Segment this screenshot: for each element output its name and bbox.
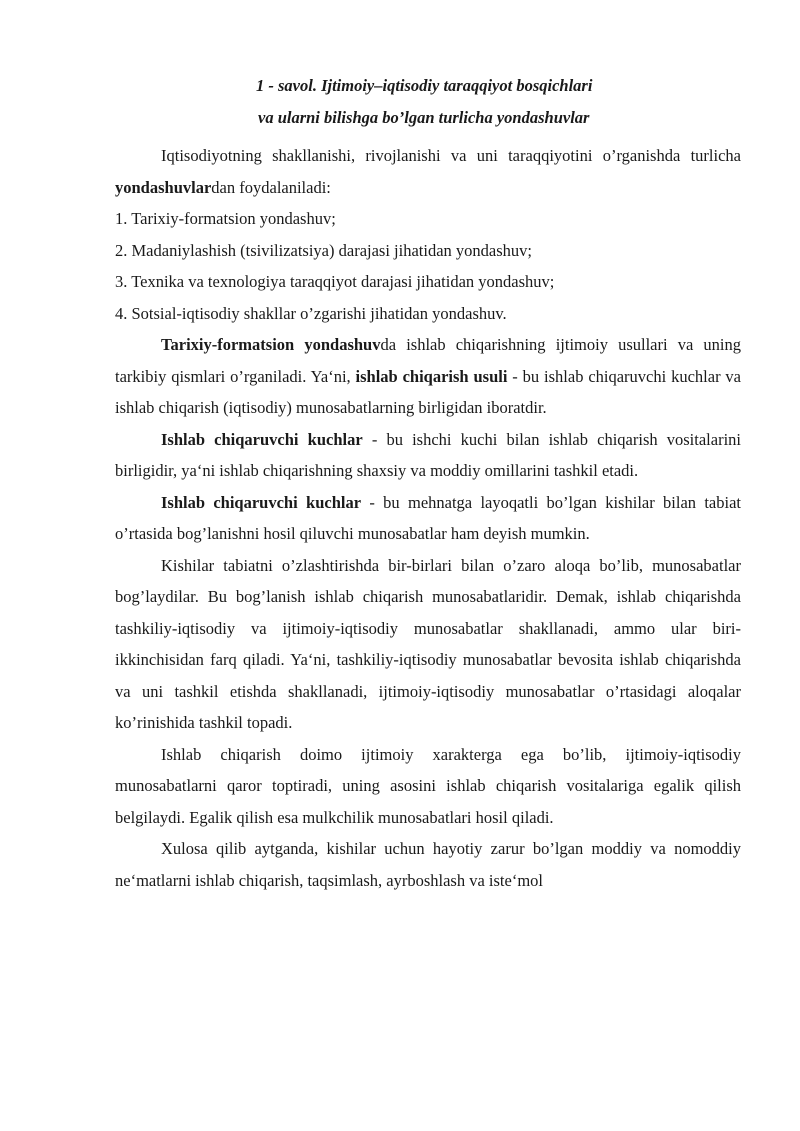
p1-bold-term-2: ishlab chiqarish usuli (355, 366, 508, 386)
p3-text: - bu mehnatga layoqatli bo’lgan kishilar bilan tabiat o’rtasida bog’lanishni hosil qiluvchi munosabatlar ham deyish mumkin. (115, 492, 741, 543)
p1-text-2: - bu ishlab chiqaruvchi kuchlar va ishlab chiqarish (iqtisodiy) munosabatlarning birligidan iboratdir. (115, 366, 742, 417)
paragraph-5: Ishlab chiqarish doimo ijtimoiy xarakterga ega bo’lib, ijtimoiy-iqtisodiy munosabatlarni qaror toptiradi, uning asosini ishlab chiqarish vositalariga egalik qilish belgilaydi. Egalik qilish esa mulkchilik munosabatlari hosil qiladi. (115, 744, 741, 827)
paragraph-6: Xulosa qilib aytganda, kishilar uchun hayotiy zarur bo’lgan moddiy va nomoddiy ne‘matlarni ishlab chiqarish, taqsimlash, ayrboshlash va iste‘mol (115, 839, 741, 890)
p1-bold-term-1: Tarixiy-formatsion yondashuv (161, 335, 381, 354)
paragraph-4: Kishilar tabiatni o’zlashtirishda bir-birlari bilan o’zaro aloqa bo’lib, munosabatlar bog’laydilar. Bu bog’lanish ishlab chiqarish munosabatlaridir. Demak, ishlab chiqarishda tashkiliy-iqtisodiy va ijtimoiy-iqtisodiy munosabatlar shakllanadi, ammo ular biri-ikkinchisidan farq qiladi. Ya‘ni, tashkiliy-iqtisodiy munosabatlar bevosita ishlab chiqarishda va uni tashkil etishda shakllanadi, ijtimoiy-iqtisodiy munosabatlar o’rtasidagi aloqalar ko’rinishida tashkil topadi. (115, 555, 741, 732)
paragraph-3 (115, 487, 741, 550)
intro-paragraph (115, 140, 741, 203)
intro-bold-term: yondashuvlar (115, 177, 212, 197)
p2-text: - bu ishchi kuchi bilan ishlab chiqarish vositalarini birligidir, ya‘ni ishlab chiqarishning shaxsiy va moddiy omillarini tashkil etadi. (115, 429, 741, 480)
paragraph-2 (115, 424, 741, 487)
list-item: 4. Sotsial-iqtisodiy shakllar o’zgarishi jihatidan yondashuv. (115, 303, 507, 323)
paragraph-1 (115, 329, 741, 424)
document-body (115, 140, 741, 896)
title-line-2: va ularni bilishga bo’lgan turlicha yondashuvlar (258, 108, 590, 127)
p1-text-1: da ishlab chiqarishning ijtimoiy usullari va uning tarkibiy qismlari o’rganiladi. Ya‘ni, (115, 335, 741, 386)
list-item: 3. Texnika va texnologiya taraqqiyot darajasi jihatidan yondashuv; (115, 272, 555, 291)
list-item: 1. Tarixiy-formatsion yondashuv; (115, 209, 336, 228)
p2-bold-term: Ishlab chiqaruvchi kuchlar (161, 429, 363, 449)
intro-text-after: dan foydalaniladi: (211, 177, 331, 197)
title-line-1: 1 - savol. Ijtimoiy–iqtisodiy taraqqiyot bosqichlari (256, 76, 593, 95)
p3-bold-term: Ishlab chiqaruvchi kuchlar (161, 492, 362, 512)
intro-text-before: Iqtisodiyotning shakllanishi, rivojlanishi va uni taraqqiyotini o’rganishda turlicha (161, 146, 741, 165)
list-item: 2. Madaniylashish (tsivilizatsiya) darajasi jihatidan yondashuv; (115, 240, 532, 260)
